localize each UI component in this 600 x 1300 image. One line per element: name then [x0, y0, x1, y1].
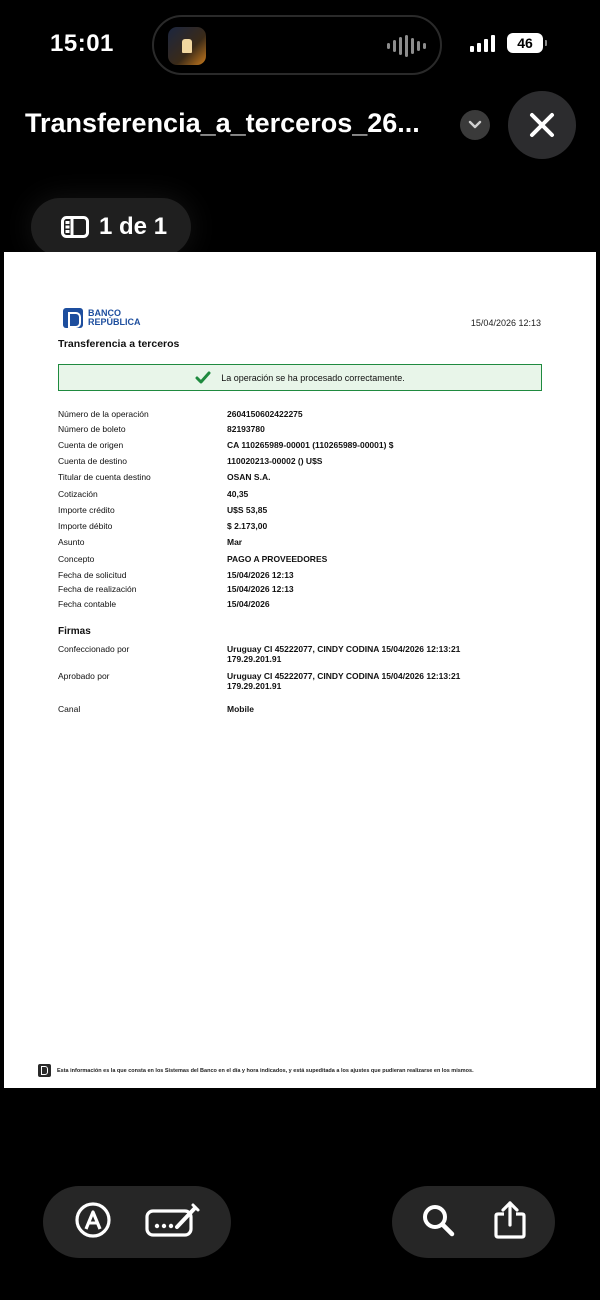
- detail-label: Cotización: [58, 489, 98, 499]
- close-button[interactable]: [508, 91, 576, 159]
- share-button[interactable]: [493, 1200, 527, 1245]
- detail-value: 40,35: [227, 489, 249, 499]
- page-indicator[interactable]: [31, 198, 191, 256]
- search-icon: [420, 1202, 456, 1238]
- signature-value-line: Uruguay CI 45222077, CINDY CODINA 15/04/2026 12:13:21: [227, 644, 461, 654]
- detail-label: Titular de cuenta destino: [58, 472, 151, 482]
- search-button[interactable]: [420, 1202, 456, 1243]
- signature-value-ip: 179.29.201.91: [227, 654, 282, 664]
- detail-value: 15/04/2026: [227, 599, 270, 609]
- bank-logo-icon: [38, 1064, 51, 1077]
- dynamic-island[interactable]: [152, 15, 442, 75]
- signature-label: Aprobado por: [58, 671, 110, 681]
- bank-logo: [63, 308, 141, 328]
- document-footer: [38, 1064, 474, 1077]
- signature-label: Confeccionado por: [58, 644, 130, 654]
- detail-value: 2604150602422275: [227, 409, 303, 419]
- detail-label: Importe débito: [58, 521, 113, 531]
- document-page: [4, 252, 596, 1088]
- signature-icon: [145, 1202, 201, 1238]
- signature-value: [227, 644, 527, 664]
- close-icon: [528, 111, 556, 139]
- detail-value: PAGO A PROVEEDORES: [227, 554, 328, 564]
- detail-value: 82193780: [227, 424, 265, 434]
- markup-icon: [74, 1201, 112, 1239]
- document-date: 15/04/2026 12:13: [470, 318, 541, 328]
- signature-value-ip: 179.29.201.91: [227, 681, 282, 691]
- annotation-toolbar: [43, 1186, 231, 1258]
- battery-indicator: 46: [507, 33, 543, 53]
- page-indicator-label: 1 de 1: [99, 213, 168, 240]
- document-heading: Transferencia a terceros: [58, 338, 180, 350]
- title-menu-button[interactable]: [460, 110, 490, 140]
- detail-value: 110020213-00002 () U$S: [227, 456, 323, 466]
- checkmark-icon: [195, 371, 211, 385]
- detail-label: Número de la operación: [58, 409, 149, 419]
- detail-value: U$S 53,85: [227, 505, 268, 515]
- signature-value-line: Uruguay CI 45222077, CINDY CODINA 15/04/2026 12:13:21: [227, 671, 461, 681]
- document-title: Transferencia_a_terceros_26...: [25, 108, 420, 138]
- detail-value: Mobile: [227, 704, 254, 714]
- detail-value: 15/04/2026 12:13: [227, 584, 294, 594]
- sidebar-thumbnails-icon: [61, 216, 89, 238]
- detail-label: Canal: [58, 704, 81, 714]
- cellular-signal-icon: [470, 34, 495, 52]
- markup-button[interactable]: [74, 1201, 112, 1244]
- detail-value: 15/04/2026 12:13: [227, 570, 294, 580]
- bank-name-line2: REPÚBLICA: [88, 317, 141, 327]
- detail-label: Asunto: [58, 537, 85, 547]
- now-playing-artwork: [168, 27, 206, 65]
- detail-label: Número de boleto: [58, 424, 126, 434]
- audio-waveform-icon: [387, 35, 426, 57]
- bank-name-line1: BANCO: [88, 308, 121, 318]
- signature-value: [227, 671, 527, 691]
- detail-label: Fecha de realización: [58, 584, 137, 594]
- detail-label: Fecha de solicitud: [58, 570, 127, 580]
- signature-button[interactable]: [145, 1202, 201, 1243]
- chevron-down-icon: [468, 120, 482, 130]
- detail-label: Cuenta de origen: [58, 440, 124, 450]
- success-message: La operación se ha procesado correctamente.: [221, 372, 405, 383]
- footer-note: Esta información es la que consta en los Sistemas del Banco en el día y hora indicados, y está supeditada a los ajustes que pudieran realizarse en los mismos.: [57, 1067, 474, 1074]
- detail-label: Fecha contable: [58, 599, 117, 609]
- share-icon: [493, 1200, 527, 1240]
- signatures-heading: Firmas: [58, 626, 91, 637]
- status-time: 15:01: [50, 30, 114, 57]
- detail-value: Mar: [227, 537, 243, 547]
- detail-label: Importe crédito: [58, 505, 115, 515]
- bank-logo-icon: [63, 308, 83, 328]
- detail-value: OSAN S.A.: [227, 472, 271, 482]
- detail-value: $ 2.173,00: [227, 521, 268, 531]
- detail-value: CA 110265989-00001 (110265989-00001) $: [227, 440, 394, 450]
- detail-label: Concepto: [58, 554, 95, 564]
- detail-label: Cuenta de destino: [58, 456, 127, 466]
- success-banner: [58, 364, 542, 391]
- actions-toolbar: [392, 1186, 555, 1258]
